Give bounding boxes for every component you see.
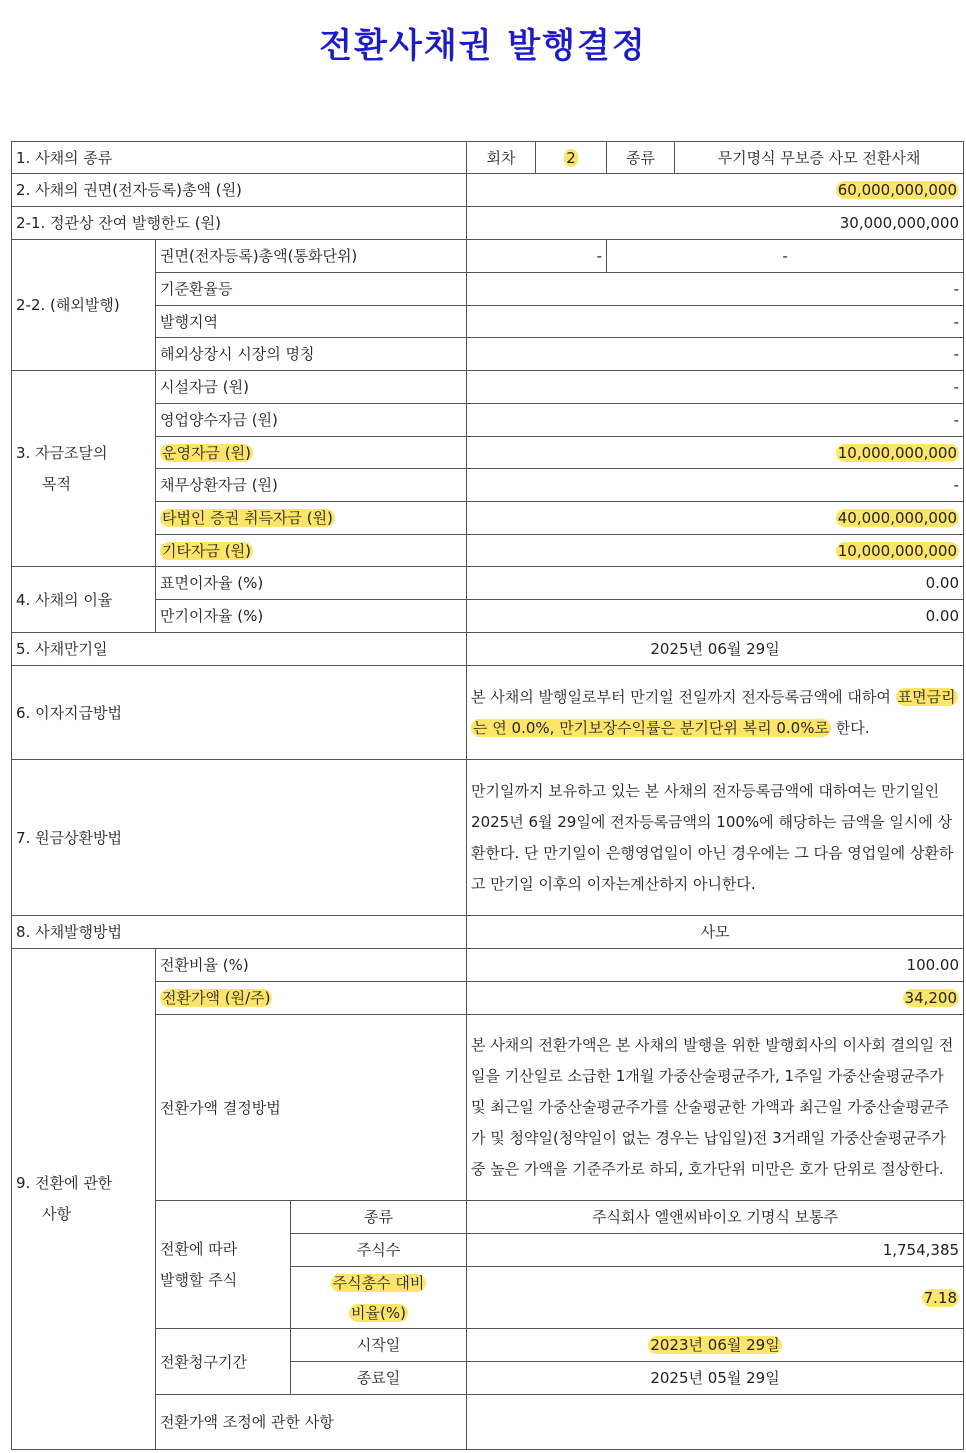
interest-payment-text bbox=[467, 666, 964, 760]
interest-payment-text-highlight: 표면금리는 연 0.0%, 만기보장수익률은 분기단위 복리 0.0%로 bbox=[473, 687, 956, 737]
issue-region-label: 발행지역 bbox=[156, 306, 467, 338]
disclosure-table bbox=[11, 141, 964, 1450]
debt-repayment-fund-value: - bbox=[467, 469, 964, 502]
conversion-label bbox=[12, 949, 156, 1450]
maturity-date-label: 5. 사채만기일 bbox=[12, 633, 467, 666]
period-start-value: 2023년 06월 29일 bbox=[650, 1336, 780, 1354]
debt-repayment-fund-label: 채무상환자금 (원) bbox=[156, 469, 467, 502]
exchange-rate-value: - bbox=[467, 273, 964, 306]
overseas-label: 2-2. (해외발행) bbox=[12, 240, 156, 371]
fund-purpose-label-line1: 3. 자금조달의 bbox=[16, 443, 108, 462]
total-amount-label: 2. 사채의 권면(전자등록)총액 (원) bbox=[12, 174, 467, 207]
row-conversion-ratio bbox=[12, 949, 964, 982]
conversion-ratio-label: 전환비율 (%) bbox=[156, 949, 467, 982]
period-end-value: 2025년 05월 29일 bbox=[467, 1362, 964, 1395]
page-title: 전환사채권 발행결정 bbox=[319, 26, 647, 66]
period-start-label: 시작일 bbox=[291, 1329, 467, 1362]
round-label: 회차 bbox=[467, 142, 536, 174]
row-principal-repayment bbox=[12, 760, 964, 916]
price-adjustment-value bbox=[467, 1395, 964, 1450]
operating-fund-value: 10,000,000,000 bbox=[837, 443, 958, 462]
other-fund-label: 기타자금 (원) bbox=[162, 541, 251, 560]
principal-repayment-label: 7. 원금상환방법 bbox=[12, 760, 467, 916]
conversion-price-method-text: 본 사채의 전환가액은 본 사채의 발행을 위한 발행회사의 이사회 결의일 전일을 기산일로 소급한 1개월 가중산술평균주가, 1주일 가중산술평균주가 및 최근일 가중산술평균주가를 산술평균한 가액과 최근일 가중산술평균주가 및 청약일(청약일이 없는 경우는 납입일)전 3거래일 가중산술평균주가 중 높은 가액을 기준주가로 하되, 호가단위 미만은 호가 단위로 절상한다. bbox=[467, 1015, 964, 1201]
facility-fund-value: - bbox=[467, 371, 964, 404]
conversion-price-value: 34,200 bbox=[904, 989, 958, 1007]
kind-label: 종류 bbox=[607, 142, 675, 174]
row-interest-payment bbox=[12, 666, 964, 760]
row-coupon-rate bbox=[12, 567, 964, 600]
interest-payment-label: 6. 이자지급방법 bbox=[12, 666, 467, 760]
business-transfer-fund-label: 영업양수자금 (원) bbox=[156, 404, 467, 437]
conversion-label-line1: 9. 전환에 관한 bbox=[16, 1174, 113, 1192]
share-ratio-label-line1: 주식총수 대비 bbox=[332, 1273, 425, 1292]
issued-shares-label bbox=[156, 1201, 291, 1329]
conversion-period-label: 전환청구기간 bbox=[156, 1329, 291, 1395]
row-issue-method bbox=[12, 916, 964, 949]
maturity-rate-label: 만기이자율 (%) bbox=[156, 600, 467, 633]
row-overseas-amount bbox=[12, 240, 964, 273]
principal-repayment-text: 만기일까지 보유하고 있는 본 사채의 전자등록금액에 대하여는 만기일인 2025년 6월 29일에 전자등록금액의 100%에 해당하는 금액을 일시에 상환한다. 단 만기일이 은행영업일이 아닌 경우에는 그 다음 영업일에 상환하고 만기일 이후의 이자는계산하지 아니한다. bbox=[467, 760, 964, 916]
overseas-market-value: - bbox=[467, 338, 964, 371]
issue-method-value: 사모 bbox=[467, 916, 964, 949]
share-ratio-label-line2: 비율(%) bbox=[351, 1303, 406, 1322]
overseas-amount-value-b: - bbox=[607, 240, 964, 273]
exchange-rate-label: 기준환율등 bbox=[156, 273, 467, 306]
facility-fund-label: 시설자금 (원) bbox=[156, 371, 467, 404]
row-maturity-date bbox=[12, 633, 964, 666]
issued-shares-label-line1: 전환에 따라 bbox=[160, 1239, 238, 1258]
row-total-amount bbox=[12, 174, 964, 207]
row-facility-fund bbox=[12, 371, 964, 404]
operating-fund-label: 운영자금 (원) bbox=[162, 443, 251, 462]
maturity-rate-value: 0.00 bbox=[467, 600, 964, 633]
remaining-limit-value: 30,000,000,000 bbox=[467, 207, 964, 240]
total-amount-value: 60,000,000,000 bbox=[837, 181, 958, 199]
fund-purpose-label bbox=[12, 371, 156, 567]
fund-purpose-label-line2: 목적 bbox=[42, 474, 71, 493]
conversion-ratio-value: 100.00 bbox=[467, 949, 964, 982]
price-adjustment-label: 전환가액 조정에 관한 사항 bbox=[156, 1395, 467, 1450]
other-fund-value: 10,000,000,000 bbox=[837, 541, 958, 560]
issued-shares-label-line2: 발행할 주식 bbox=[160, 1270, 238, 1289]
business-transfer-fund-value: - bbox=[467, 404, 964, 437]
conversion-price-method-label: 전환가액 결정방법 bbox=[156, 1015, 467, 1201]
overseas-amount-value-a: - bbox=[467, 240, 607, 273]
row-remaining-limit bbox=[12, 207, 964, 240]
securities-acquisition-fund-value: 40,000,000,000 bbox=[837, 509, 958, 527]
period-end-label: 종료일 bbox=[291, 1362, 467, 1395]
share-count-label: 주식수 bbox=[291, 1234, 467, 1267]
share-ratio-value: 7.18 bbox=[923, 1288, 958, 1307]
share-type-label: 종류 bbox=[291, 1201, 467, 1234]
share-count-value: 1,754,385 bbox=[467, 1234, 964, 1267]
kind-value: 무기명식 무보증 사모 전환사채 bbox=[675, 142, 964, 174]
share-type-value: 주식회사 엘앤씨바이오 기명식 보통주 bbox=[467, 1201, 964, 1234]
securities-acquisition-fund-label: 타법인 증권 취득자금 (원) bbox=[162, 509, 333, 527]
conversion-price-label: 전환가액 (원/주) bbox=[162, 989, 271, 1007]
bond-type-label: 1. 사채의 종류 bbox=[12, 142, 467, 174]
conversion-label-line2: 사항 bbox=[42, 1205, 71, 1223]
coupon-rate-label: 표면이자율 (%) bbox=[156, 567, 467, 600]
row-bond-type bbox=[12, 142, 964, 174]
maturity-date-value: 2025년 06월 29일 bbox=[467, 633, 964, 666]
overseas-amount-label: 권면(전자등록)총액(통화단위) bbox=[156, 240, 467, 273]
round-value: 2 bbox=[566, 148, 576, 167]
issue-method-label: 8. 사채발행방법 bbox=[12, 916, 467, 949]
remaining-limit-label: 2-1. 정관상 잔여 발행한도 (원) bbox=[12, 207, 467, 240]
issue-region-value: - bbox=[467, 306, 964, 338]
overseas-market-label: 해외상장시 시장의 명칭 bbox=[156, 338, 467, 371]
interest-payment-text-a: 본 사채의 발행일로부터 만기일 전일까지 전자등록금액에 대하여 bbox=[471, 687, 896, 706]
interest-rate-label: 4. 사채의 이율 bbox=[12, 567, 156, 633]
coupon-rate-value: 0.00 bbox=[467, 567, 964, 600]
interest-payment-text-b: 한다. bbox=[830, 718, 870, 737]
